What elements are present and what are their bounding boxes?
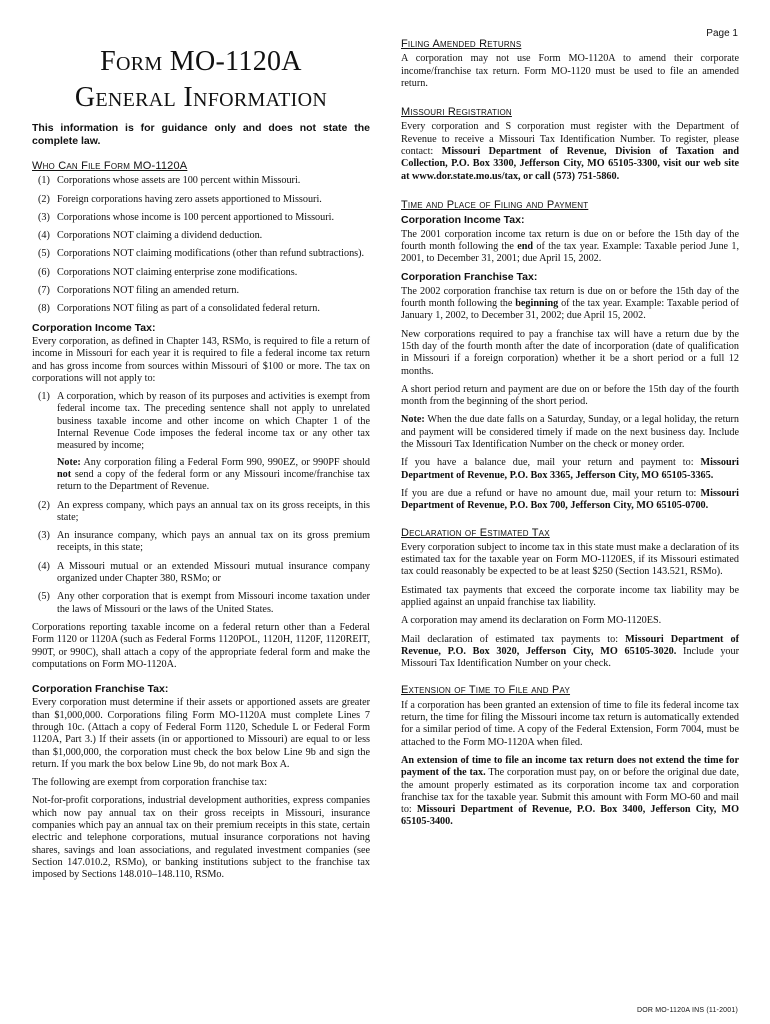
page-title [32, 44, 370, 116]
balance-due-para: If you have a balance due, mail your return and payment to: Missouri Department of Revenue, P.O. Box 3365, Jefferson City, MO 65105-3365. [401, 457, 740, 481]
note-990: Note: Any corporation filing a Federal Form 990, 990EZ, or 990PF should not send a copy of the federal form or any Missouri income/franchise tax return to the Department of Revenue. [57, 456, 371, 493]
title-line-2: General Information [74, 82, 328, 113]
list-item: (1) A corporation, which by reason of its purposes and activities is exempt from federal income tax. The preceding sentence shall not apply to unrelated business taxable income and other income on which Chapter 1 of the Internal Revenue Code imposes the federal income tax or any other tax measured by income; Note: Any corporation filing a Federal Form 990, 990EZ, or 990PF should not send a copy of the federal form or any Missouri income/franchise tax return to the Department of Revenue. [38, 391, 371, 493]
estimated-para-4: Mail declaration of estimated tax payments to: Missouri Department of Revenue, P.O. Box 3020, Jefferson City, MO 65105-3020. Include your Missouri Tax Identification Number on your check. [401, 633, 740, 670]
registration-para: Every corporation and S corporation must register with the Department of Revenue to receive a Missouri Tax Identification Number. To register, please contact: Missouri Department of Revenue, Division of Taxation and Collection, P.O. Box 3300, Jefferson City, MO 65105-3300, visit our web site at www.dor.state.mo.us/tax, or call (573) 751-5860. [401, 121, 739, 182]
tp-income-tax-para: The 2001 corporation income tax return is due on or before the 15th day of the fourth month following the end of the tax year. Example: Taxable period June 1, 2001, to December 31, 2001; due April 15, 2002. [401, 228, 740, 265]
short-period-para: A short period return and payment are due on or before the 15th day of the fourth month from the beginning of the short period. [401, 383, 739, 408]
page-number: Page 1 [706, 28, 738, 39]
extension-para-2: An extension of time to file an income tax return does not extend the time for payment of the tax. The corporation must pay, on or before the original due date, the amount properly estimated as its corporation income tax and corporation franchise tax for the taxable year. Submit this amount with Form MO-60 and mail to: Missouri Department of Revenue, P.O. Box 3400, Jefferson City, MO 65105-3400. [401, 754, 740, 828]
list-item: (4) Corporations NOT claiming a dividend deduction. [38, 230, 263, 242]
extension-para-1: If a corporation has been granted an extension of time to file its federal income tax return, the time for filing the Missouri income tax return is automatically extended for a similar period of time. A copy of the Federal Extension, Form 7004, must be attached to the Form MO-1120A when filed. [401, 699, 739, 748]
federal-forms-para: Corporations reporting taxable income on a federal return other than a Federal Form 1120 or 1120A (such as Federal Forms 1120POL, 1120H, 1120F, 1120REIT, 990T, or 990C), shall attach a copy of the appropriate federal form and make the computations on Form MO-1120A. [32, 621, 370, 670]
list-item: (6) Corporations NOT claiming enterprise zone modifications. [38, 266, 298, 278]
amended-returns-para: A corporation may not use Form MO-1120A to amend their corporate income/franchise tax return. Form MO-1120 must be used to file an amended return. [401, 53, 739, 89]
due-date-note: Note: When the due date falls on a Saturday, Sunday, or a legal holiday, the return and payment will be considered timely if made on the next business day. Include the Missouri Tax Identification Number on the check or money order. [401, 414, 739, 451]
list-item: (4) A Missouri mutual or an extended Missouri mutual insurance company organized under Chapter 380, RSMo; or [38, 560, 370, 585]
franchise-para-1: Every corporation must determine if their assets or apportioned assets are greater than $1,000,000. Corporations filing Form MO-1120A must complete Lines 7 through 10c. (Attach a copy of Federal Form 1120, Schedule L or Federal Form 1120A, Part 3.) If their assets (in or apportioned to Missouri) are equal to or less than $1,000,000, the corporation must check the box below Line 9b and sign the return. If you mark the box below Line 9b, do not mark Box A. [32, 697, 370, 770]
amended-returns-heading: Filing Amended Returns [401, 38, 522, 50]
tp-franchise-tax-heading: Corporation Franchise Tax: [401, 271, 538, 284]
intro-text: This information is for guidance only and does not state the complete law. [32, 122, 370, 147]
estimated-tax-heading: Declaration of Estimated Tax [401, 526, 550, 539]
list-item: (3) Corporations whose income is 100 percent apportioned to Missouri. [38, 211, 334, 223]
list-item: (7) Corporations NOT filing an amended return. [38, 285, 240, 297]
list-item: (5) Any other corporation that is exempt from Missouri income taxation under the laws of Missouri or the laws of the United States. [38, 591, 370, 615]
list-item: (2) Foreign corporations having zero assets apportioned to Missouri. [38, 193, 322, 205]
who-can-file-list [32, 175, 370, 315]
left-column [32, 40, 370, 888]
form-footer-id: DOR MO-1120A INS (11-2001) [636, 1007, 738, 1014]
tp-income-tax-heading: Corporation Income Tax: [401, 214, 525, 227]
list-item: (5) Corporations NOT claiming modifications (other than refund subtractions). [38, 248, 365, 260]
who-can-file-heading: Who Can File Form MO-1120A [32, 160, 188, 172]
new-corp-para: New corporations required to pay a franchise tax will have a return due by the 15th day of the fourth month after the date of incorporation (date of qualification in Missouri if a foreign corporation) whether it be a short period or a full 12 months. [401, 328, 739, 377]
estimated-para-3: A corporation may amend its declaration on Form MO-1120ES. [401, 615, 662, 627]
list-item: (2) An express company, which pays an annual tax on its gross receipts, in this state; [38, 499, 370, 523]
franchise-para-2: The following are exempt from corporation franchise tax: [32, 777, 268, 789]
franchise-para-3: Not-for-profit corporations, industrial development authorities, express companies which now pay annual tax on their gross receipts in Missouri, insurance companies which pay an annual tax on their premium receipts in this state, certain electric and telephone corporations, mutual insurance corporations not having shares, savings and loan associations, and regulated investment companies (see Section 147.010.2, RSMo), or banking institutions subject to the franchise tax imposed by Sections 148.010–148.110, RSMo. [32, 795, 370, 881]
list-item: (1) Corporations whose assets are 100 percent within Missouri. [38, 175, 301, 187]
title-line-1: Form MO-1120A [100, 46, 302, 77]
extension-heading: Extension of Time to File and Pay [401, 684, 571, 697]
right-column [401, 38, 739, 835]
list-item: (8) Corporations NOT filing as part of a consolidated federal return. [38, 303, 320, 315]
refund-para: If you are due a refund or have no amount due, mail your return to: Missouri Department of Revenue, P.O. Box 700, Jefferson City, MO 65105-0700. [401, 487, 739, 512]
estimated-para-2: Estimated tax payments that exceed the corporate income tax liability may be applied against an unpaid franchise tax liability. [401, 584, 739, 608]
tp-franchise-tax-para: The 2002 corporation franchise tax return is due on or before the 15th day of the fourth month following the beginning of the tax year. Example: Taxable period of January 1, 2002, to December 31, 2002; due April 15, 2002. [401, 285, 740, 322]
corp-income-tax-para: Every corporation, as defined in Chapter 143, RSMo, is required to file a return of income in Missouri for each year it is required to file a federal income tax return and has gross income from sources within Missouri of $100 or more. The tax on corporations will not apply to: [32, 335, 370, 384]
corp-income-tax-heading: Corporation Income Tax: [32, 321, 156, 334]
corp-franchise-tax-heading: Corporation Franchise Tax: [32, 683, 169, 696]
estimated-para-1: Every corporation subject to income tax in this state must make a declaration of its estimated tax for the taxable year on Form MO-1120ES, if its Missouri estimated tax could reasonably be expected to be at least $250 (Section 143.521, RSMo). [401, 541, 739, 578]
time-place-heading: Time and Place of Filing and Payment [401, 198, 589, 211]
registration-heading: Missouri Registration [401, 106, 512, 119]
list-item: (3) An insurance company, which pays an annual tax on its gross premium receipts, in this state; [38, 530, 370, 554]
